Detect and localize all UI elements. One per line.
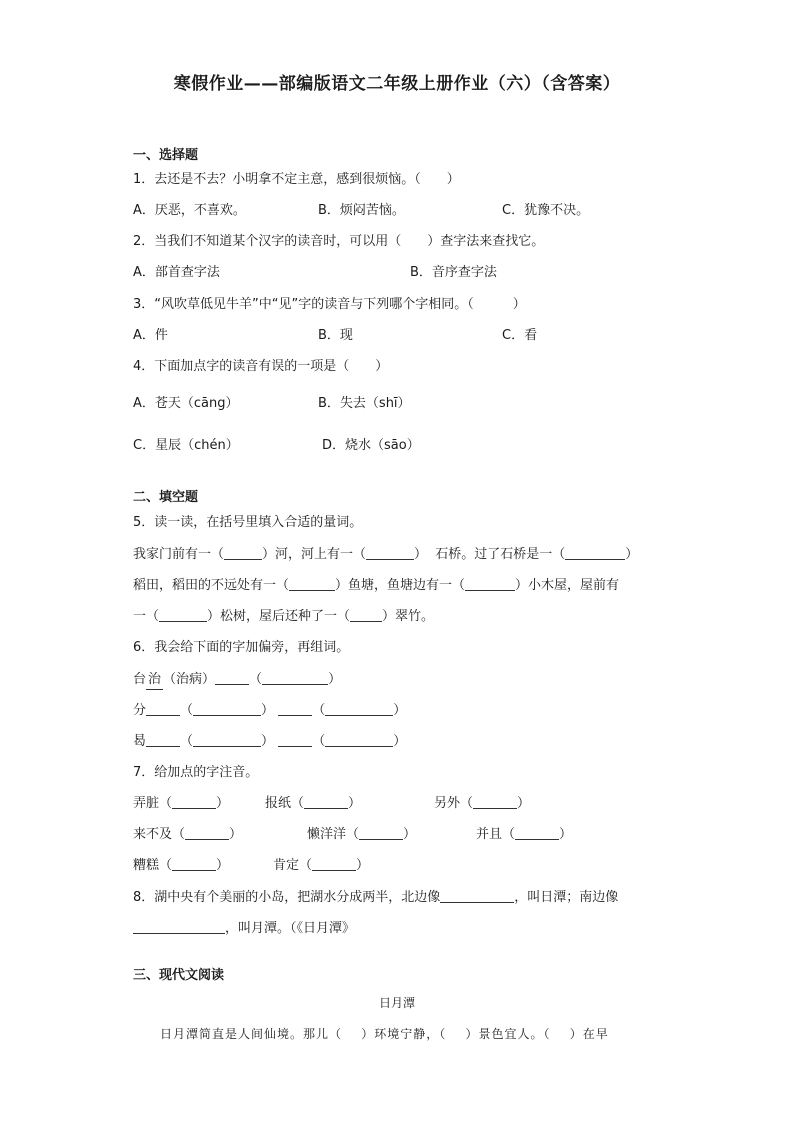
blank-field[interactable]	[515, 827, 559, 840]
blank-field[interactable]	[193, 734, 261, 747]
q5-line-3: 一（ ）松树，屋后还种了一（ ）翠竹。	[133, 609, 435, 624]
q5-line-2: 稻田，稻田的不远处有一（ ）鱼塘，鱼塘边有一（ ）小木屋，屋前有	[133, 578, 620, 593]
section-heading-choice: 一、选择题	[133, 148, 199, 163]
blank-field[interactable]	[146, 703, 180, 716]
q7-item: 弄脏（ ）	[133, 796, 230, 811]
blank-field[interactable]	[350, 609, 382, 622]
question-5-stem: 5．读一读，在括号里填入合适的量词。	[133, 515, 363, 530]
q4-option-c: C．星辰（chén）	[133, 438, 239, 453]
q7-item: 来不及（ ）	[133, 827, 243, 842]
blank-field[interactable]	[278, 703, 312, 716]
q2-option-b: B．音序查字法	[410, 265, 497, 280]
section-heading-reading: 三、现代文阅读	[133, 968, 225, 983]
q1-option-b: B．烦闷苦恼。	[318, 203, 405, 218]
q3-option-c: C．看	[502, 328, 538, 343]
q4-option-d: D．烧水（sāo）	[322, 438, 420, 453]
blank-field[interactable]	[278, 734, 312, 747]
question-6-stem: 6．我会给下面的字加偏旁，再组词。	[133, 640, 350, 655]
blank-field[interactable]	[185, 827, 229, 840]
blank-field[interactable]	[312, 858, 356, 871]
blank-field[interactable]	[224, 547, 262, 560]
blank-field[interactable]	[193, 703, 261, 716]
q7-item: 糟糕（ ）	[133, 858, 230, 873]
page-title: 寒假作业——部编版语文二年级上册作业（六）（含答案）	[173, 74, 621, 94]
question-2-stem: 2．当我们不知道某个汉字的读音时，可以用（ ）查字法来查找它。	[133, 234, 545, 249]
q6-row-2: 分 （ ） （ ）	[133, 703, 407, 718]
reading-title: 日月潭	[378, 996, 415, 1010]
question-1-stem: 1．去还是不去？小明拿不定主意，感到很烦恼。（ ）	[133, 172, 460, 187]
q3-option-a: A．件	[133, 328, 168, 343]
question-7-stem: 7．给加点的字注音。	[133, 765, 259, 780]
blank-field[interactable]	[440, 890, 514, 903]
blank-field[interactable]	[325, 734, 393, 747]
q6-row-1: 台 治 （治病） （ ）	[133, 671, 341, 690]
q2-option-a: A．部首查字法	[133, 265, 220, 280]
q7-item: 并且（ ）	[476, 827, 573, 842]
question-4-stem: 4．下面加点字的读音有误的一项是（ ）	[133, 359, 389, 374]
blank-field[interactable]	[565, 547, 625, 560]
blank-field[interactable]	[172, 796, 216, 809]
blank-field[interactable]	[172, 858, 216, 871]
q1-option-a: A．厌恶，不喜欢。	[133, 203, 246, 218]
blank-field[interactable]	[215, 672, 249, 685]
q3-option-b: B．现	[318, 328, 353, 343]
q7-item: 另外（ ）	[434, 796, 531, 811]
q1-option-c: C．犹豫不决。	[502, 203, 590, 218]
q7-item: 懒洋洋（ ）	[307, 827, 417, 842]
question-8-line-2: ，叫月潭。（《日月潭》	[133, 920, 355, 938]
example-word: 治	[146, 671, 163, 690]
q4-option-b: B．失去（shī）	[318, 396, 411, 411]
blank-field[interactable]	[325, 703, 393, 716]
q4-option-a: A．苍天（cāng）	[133, 396, 239, 411]
blank-field[interactable]	[289, 578, 335, 591]
blank-field[interactable]	[146, 734, 180, 747]
q6-row-3: 曷 （ ） （ ）	[133, 734, 407, 749]
q5-line-1: 我家门前有一（ ）河，河上有一（ ） 石桥。过了石桥是一（ ）	[133, 547, 639, 562]
blank-field[interactable]	[473, 796, 517, 809]
blank-field[interactable]	[159, 609, 207, 622]
question-3-stem: 3．“风吹草低见牛羊”中“见”字的读音与下列哪个字相同。（ ）	[133, 297, 526, 312]
blank-field[interactable]	[262, 672, 328, 685]
blank-field[interactable]	[359, 827, 403, 840]
q7-item: 肯定（ ）	[273, 858, 370, 873]
blank-field[interactable]	[465, 578, 515, 591]
question-8-line-1: 8．湖中央有个美丽的小岛，把湖水分成两半，北边像 ，叫日潭；南边像	[133, 890, 619, 905]
q7-item: 报纸（ ）	[265, 796, 362, 811]
blank-field[interactable]	[304, 796, 348, 809]
reading-passage-line: 日月潭简直是人间仙境。那儿（ ）环境宁静，（ ）景色宜人。（ ）在早	[160, 1027, 609, 1041]
blank-field[interactable]	[133, 921, 225, 934]
blank-field[interactable]	[366, 547, 414, 560]
section-heading-fill: 二、填空题	[133, 490, 199, 505]
